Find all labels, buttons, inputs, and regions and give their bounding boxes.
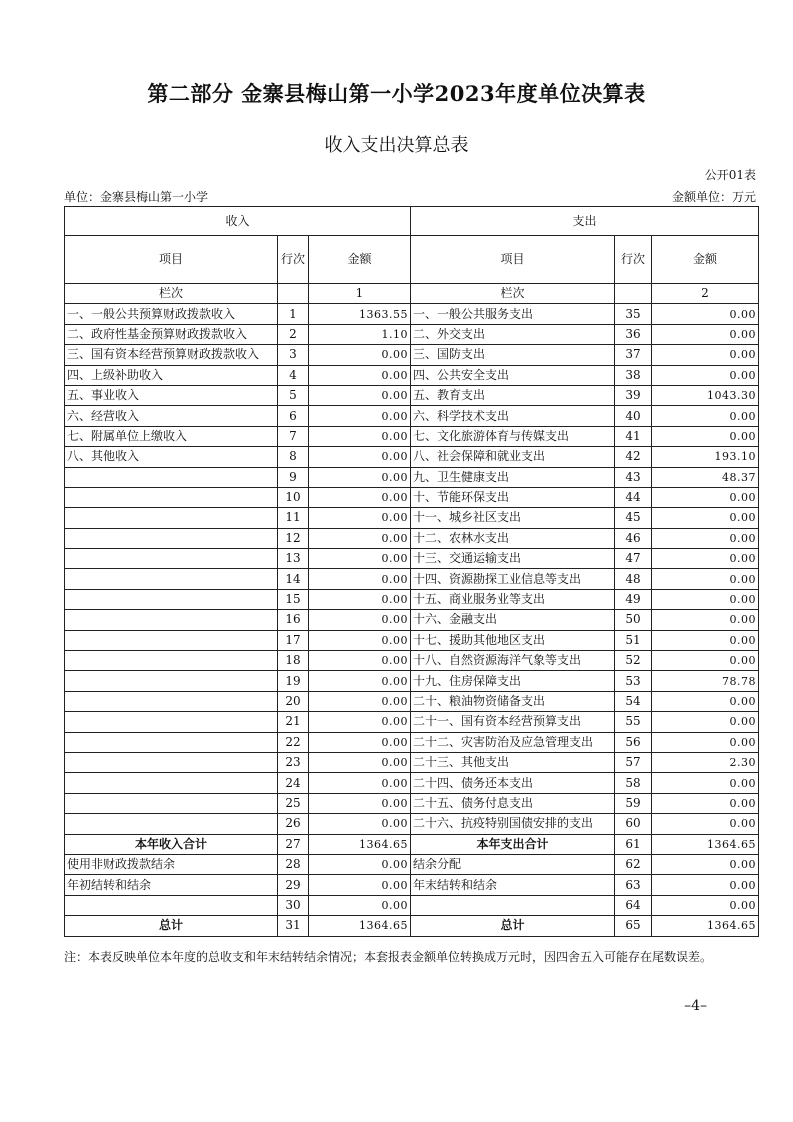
expense-line: 47 — [615, 549, 652, 569]
expense-line: 41 — [615, 426, 652, 446]
expense-item: 十七、援助其他地区支出 — [411, 630, 615, 650]
table-row — [65, 895, 759, 915]
expense-line: 56 — [615, 732, 652, 752]
expense-item: 十二、农林水支出 — [411, 528, 615, 548]
income-amount: 0.00 — [309, 508, 411, 528]
income-line-header: 行次 — [278, 236, 309, 284]
income-amount: 0.00 — [309, 406, 411, 426]
table-row — [65, 406, 759, 426]
income-header: 收入 — [65, 207, 411, 236]
expense-line: 50 — [615, 610, 652, 630]
income-line: 10 — [278, 487, 309, 507]
expense-amount: 78.78 — [652, 671, 759, 691]
expense-line: 49 — [615, 589, 652, 609]
expense-amount: 0.00 — [652, 487, 759, 507]
income-amount: 0.00 — [309, 467, 411, 487]
income-amount: 0.00 — [309, 589, 411, 609]
income-line: 21 — [278, 712, 309, 732]
expense-line: 37 — [615, 345, 652, 365]
expense-amount: 0.00 — [652, 406, 759, 426]
expense-line: 44 — [615, 487, 652, 507]
income-item: 六、经营收入 — [65, 406, 278, 426]
expense-item: 二、外交支出 — [411, 324, 615, 344]
income-item — [65, 773, 278, 793]
income-line: 22 — [278, 732, 309, 752]
expense-amount: 1364.65 — [652, 834, 759, 854]
table-row — [65, 447, 759, 467]
expense-line: 35 — [615, 304, 652, 324]
expense-item: 二十五、债务付息支出 — [411, 793, 615, 813]
table-row — [65, 712, 759, 732]
income-amount: 0.00 — [309, 426, 411, 446]
expense-line: 39 — [615, 385, 652, 405]
income-item — [65, 589, 278, 609]
income-item: 本年收入合计 — [65, 834, 278, 854]
expense-amount: 0.00 — [652, 895, 759, 915]
income-line: 4 — [278, 365, 309, 385]
income-amount: 0.00 — [309, 651, 411, 671]
expense-header: 支出 — [411, 207, 759, 236]
income-amount: 0.00 — [309, 895, 411, 915]
table-row — [65, 528, 759, 548]
table-row — [65, 610, 759, 630]
income-amount: 0.00 — [309, 549, 411, 569]
income-item-header: 项目 — [65, 236, 278, 284]
expense-item: 结余分配 — [411, 854, 615, 874]
table-row — [65, 385, 759, 405]
income-line: 13 — [278, 549, 309, 569]
income-line: 28 — [278, 854, 309, 874]
income-item — [65, 630, 278, 650]
expense-amount: 1043.30 — [652, 385, 759, 405]
page-number: –4– — [684, 998, 707, 1014]
expense-item — [411, 895, 615, 915]
expense-amount: 2.30 — [652, 752, 759, 772]
income-line: 29 — [278, 875, 309, 895]
form-code: 公开01表 — [704, 168, 756, 182]
income-amount: 0.00 — [309, 793, 411, 813]
lanci-row — [65, 284, 759, 304]
income-amount: 0.00 — [309, 752, 411, 772]
table-row — [65, 467, 759, 487]
income-line: 19 — [278, 671, 309, 691]
income-amount: 0.00 — [309, 630, 411, 650]
subtotal-row — [65, 834, 759, 854]
table-row — [65, 426, 759, 446]
expense-item: 十九、住房保障支出 — [411, 671, 615, 691]
income-item: 总计 — [65, 916, 278, 936]
expense-amount: 0.00 — [652, 610, 759, 630]
expense-line: 64 — [615, 895, 652, 915]
expense-line: 58 — [615, 773, 652, 793]
table-row — [65, 814, 759, 834]
income-line: 31 — [278, 916, 309, 936]
income-lanci-blank — [278, 284, 309, 304]
income-item: 三、国有资本经营预算财政拨款收入 — [65, 345, 278, 365]
expense-item: 六、科学技术支出 — [411, 406, 615, 426]
income-item — [65, 793, 278, 813]
income-line: 6 — [278, 406, 309, 426]
expense-amount: 0.00 — [652, 630, 759, 650]
table-row — [65, 589, 759, 609]
income-amount: 0.00 — [309, 732, 411, 752]
expense-line: 43 — [615, 467, 652, 487]
income-line: 17 — [278, 630, 309, 650]
income-amount: 0.00 — [309, 365, 411, 385]
income-line: 24 — [278, 773, 309, 793]
expense-item: 十一、城乡社区支出 — [411, 508, 615, 528]
expense-item: 四、公共安全支出 — [411, 365, 615, 385]
income-item: 七、附属单位上缴收入 — [65, 426, 278, 446]
expense-amount: 0.00 — [652, 569, 759, 589]
income-item: 年初结转和结余 — [65, 875, 278, 895]
expense-item: 一、一般公共服务支出 — [411, 304, 615, 324]
table-row — [65, 793, 759, 813]
income-line: 9 — [278, 467, 309, 487]
expense-amount: 0.00 — [652, 691, 759, 711]
expense-amount: 0.00 — [652, 712, 759, 732]
income-item: 五、事业收入 — [65, 385, 278, 405]
column-header-row — [65, 236, 759, 284]
expense-item: 二十一、国有资本经营预算支出 — [411, 712, 615, 732]
income-col-number: 1 — [309, 284, 411, 304]
table-title: 收入支出决算总表 — [324, 135, 469, 156]
expense-item: 十八、自然资源海洋气象等支出 — [411, 651, 615, 671]
income-item — [65, 671, 278, 691]
table-row — [65, 324, 759, 344]
table-row — [65, 691, 759, 711]
income-amount: 0.00 — [309, 814, 411, 834]
income-line: 15 — [278, 589, 309, 609]
expense-item: 二十二、灾害防治及应急管理支出 — [411, 732, 615, 752]
expense-item: 总计 — [411, 916, 615, 936]
income-line: 3 — [278, 345, 309, 365]
reporting-unit: 单位：金寨县梅山第一小学 — [64, 190, 209, 204]
expense-item: 年末结转和结余 — [411, 875, 615, 895]
income-line: 20 — [278, 691, 309, 711]
income-item — [65, 487, 278, 507]
total-row — [65, 916, 759, 936]
income-amount: 0.00 — [309, 487, 411, 507]
table-row — [65, 732, 759, 752]
table-row — [65, 875, 759, 895]
expense-item: 三、国防支出 — [411, 345, 615, 365]
income-item: 八、其他收入 — [65, 447, 278, 467]
expense-amount: 48.37 — [652, 467, 759, 487]
income-lanci-label: 栏次 — [65, 284, 278, 304]
income-item: 四、上级补助收入 — [65, 365, 278, 385]
income-line: 12 — [278, 528, 309, 548]
income-item — [65, 467, 278, 487]
expense-line: 57 — [615, 752, 652, 772]
expense-line: 54 — [615, 691, 652, 711]
income-amount: 1364.65 — [309, 834, 411, 854]
income-amount: 1363.55 — [309, 304, 411, 324]
income-line: 7 — [278, 426, 309, 446]
income-item — [65, 528, 278, 548]
income-item — [65, 712, 278, 732]
income-amount: 0.00 — [309, 385, 411, 405]
expense-line: 46 — [615, 528, 652, 548]
expense-amount: 0.00 — [652, 324, 759, 344]
table-row — [65, 508, 759, 528]
table-row — [65, 304, 759, 324]
expense-lanci-label: 栏次 — [411, 284, 615, 304]
income-item: 一、一般公共预算财政拨款收入 — [65, 304, 278, 324]
income-amount: 1.10 — [309, 324, 411, 344]
expense-line: 52 — [615, 651, 652, 671]
income-line: 16 — [278, 610, 309, 630]
expense-item: 九、卫生健康支出 — [411, 467, 615, 487]
expense-item: 二十六、抗疫特别国债安排的支出 — [411, 814, 615, 834]
income-amount: 0.00 — [309, 528, 411, 548]
income-amount: 1364.65 — [309, 916, 411, 936]
expense-amount: 0.00 — [652, 345, 759, 365]
expense-amount: 0.00 — [652, 651, 759, 671]
expense-line: 61 — [615, 834, 652, 854]
expense-line: 48 — [615, 569, 652, 589]
table-row — [65, 671, 759, 691]
expense-item: 二十四、债务还本支出 — [411, 773, 615, 793]
expense-item: 十六、金融支出 — [411, 610, 615, 630]
expense-item: 十五、商业服务业等支出 — [411, 589, 615, 609]
income-line: 27 — [278, 834, 309, 854]
income-item — [65, 610, 278, 630]
expense-amount: 0.00 — [652, 549, 759, 569]
expense-line: 42 — [615, 447, 652, 467]
expense-amount-header: 金额 — [652, 236, 759, 284]
income-item — [65, 549, 278, 569]
table-row — [65, 569, 759, 589]
expense-amount: 0.00 — [652, 589, 759, 609]
income-line: 26 — [278, 814, 309, 834]
amount-unit: 金额单位：万元 — [671, 190, 756, 204]
income-amount: 0.00 — [309, 875, 411, 895]
expense-line: 63 — [615, 875, 652, 895]
expense-item: 五、教育支出 — [411, 385, 615, 405]
expense-amount: 0.00 — [652, 814, 759, 834]
expense-amount: 0.00 — [652, 508, 759, 528]
income-line: 25 — [278, 793, 309, 813]
table-row — [65, 487, 759, 507]
income-line: 30 — [278, 895, 309, 915]
expense-line: 59 — [615, 793, 652, 813]
income-item — [65, 895, 278, 915]
income-amount: 0.00 — [309, 569, 411, 589]
expense-line: 38 — [615, 365, 652, 385]
expense-col-number: 2 — [652, 284, 759, 304]
expense-item-header: 项目 — [411, 236, 615, 284]
income-line: 23 — [278, 752, 309, 772]
table-row — [65, 549, 759, 569]
income-line: 1 — [278, 304, 309, 324]
income-line: 18 — [278, 651, 309, 671]
income-line: 8 — [278, 447, 309, 467]
income-amount: 0.00 — [309, 447, 411, 467]
income-amount: 0.00 — [309, 671, 411, 691]
expense-item: 二十、粮油物资储备支出 — [411, 691, 615, 711]
expense-amount: 1364.65 — [652, 916, 759, 936]
income-amount: 0.00 — [309, 712, 411, 732]
income-item — [65, 691, 278, 711]
expense-amount: 0.00 — [652, 875, 759, 895]
expense-line-header: 行次 — [615, 236, 652, 284]
income-amount-header: 金额 — [309, 236, 411, 284]
expense-amount: 0.00 — [652, 426, 759, 446]
income-item — [65, 651, 278, 671]
expense-line: 53 — [615, 671, 652, 691]
expense-line: 45 — [615, 508, 652, 528]
expense-item: 本年支出合计 — [411, 834, 615, 854]
table-row — [65, 651, 759, 671]
income-item — [65, 752, 278, 772]
income-item — [65, 569, 278, 589]
income-expense-table — [64, 206, 759, 937]
expense-amount: 0.00 — [652, 304, 759, 324]
expense-item: 十、节能环保支出 — [411, 487, 615, 507]
footnote: 注：本表反映单位本年度的总收支和年末结转结余情况；本套报表金额单位转换成万元时，因四舍五入可能存在尾数误差。 — [64, 950, 713, 964]
income-amount: 0.00 — [309, 854, 411, 874]
table-row — [65, 854, 759, 874]
expense-line: 55 — [615, 712, 652, 732]
income-amount: 0.00 — [309, 773, 411, 793]
income-item: 二、政府性基金预算财政拨款收入 — [65, 324, 278, 344]
expense-amount: 0.00 — [652, 365, 759, 385]
table-row — [65, 345, 759, 365]
page-title: 第二部分 金寨县梅山第一小学2023年度单位决算表 — [147, 81, 646, 106]
expense-lanci-blank — [615, 284, 652, 304]
expense-amount: 0.00 — [652, 773, 759, 793]
expense-line: 40 — [615, 406, 652, 426]
expense-line: 36 — [615, 324, 652, 344]
income-line: 5 — [278, 385, 309, 405]
expense-amount: 0.00 — [652, 854, 759, 874]
table-row — [65, 365, 759, 385]
table-row — [65, 773, 759, 793]
expense-amount: 193.10 — [652, 447, 759, 467]
income-amount: 0.00 — [309, 610, 411, 630]
income-item — [65, 508, 278, 528]
expense-item: 七、文化旅游体育与传媒支出 — [411, 426, 615, 446]
income-item: 使用非财政拨款结余 — [65, 854, 278, 874]
table-row — [65, 752, 759, 772]
income-line: 14 — [278, 569, 309, 589]
expense-item: 十四、资源勘探工业信息等支出 — [411, 569, 615, 589]
section-header-row — [65, 207, 759, 236]
expense-line: 51 — [615, 630, 652, 650]
income-amount: 0.00 — [309, 691, 411, 711]
expense-amount: 0.00 — [652, 528, 759, 548]
expense-item: 十三、交通运输支出 — [411, 549, 615, 569]
expense-line: 62 — [615, 854, 652, 874]
income-item — [65, 732, 278, 752]
income-amount: 0.00 — [309, 345, 411, 365]
income-item — [65, 814, 278, 834]
income-line: 11 — [278, 508, 309, 528]
expense-amount: 0.00 — [652, 732, 759, 752]
table-row — [65, 630, 759, 650]
expense-item: 二十三、其他支出 — [411, 752, 615, 772]
expense-amount: 0.00 — [652, 793, 759, 813]
expense-line: 60 — [615, 814, 652, 834]
expense-line: 65 — [615, 916, 652, 936]
income-line: 2 — [278, 324, 309, 344]
expense-item: 八、社会保障和就业支出 — [411, 447, 615, 467]
